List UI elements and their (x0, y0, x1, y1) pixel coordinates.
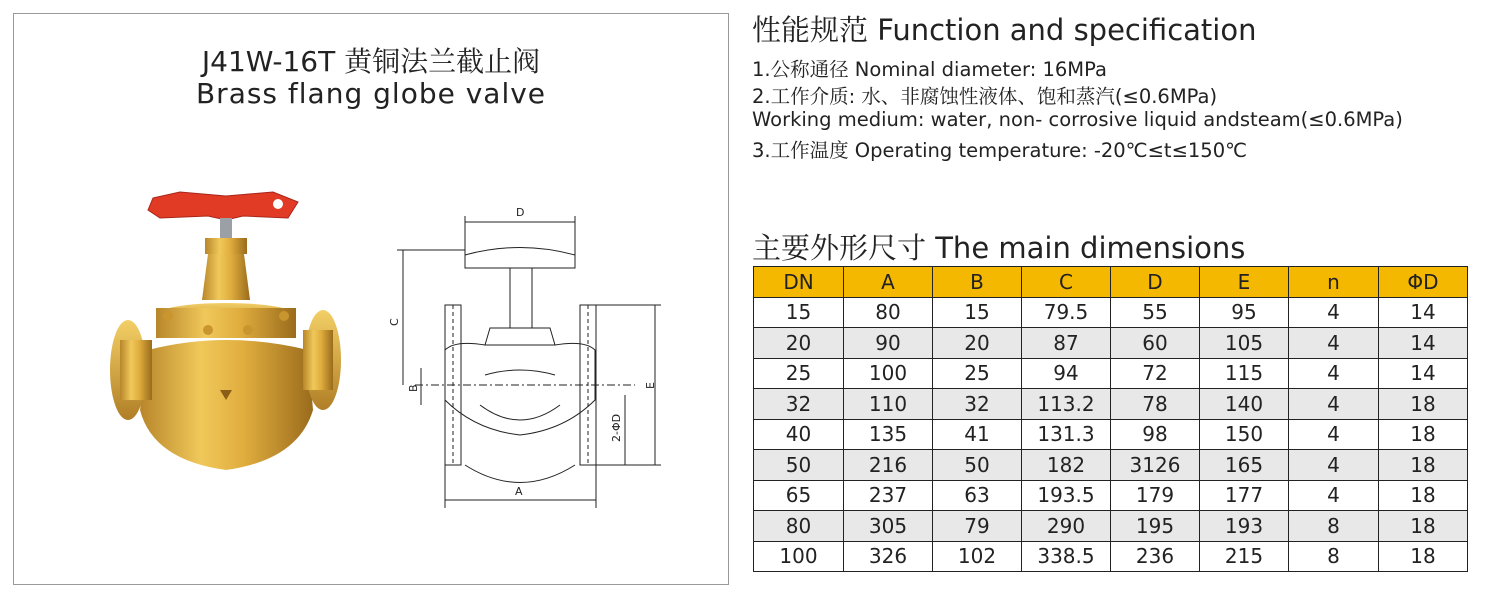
table-cell: 63 (933, 480, 1022, 511)
table-cell: 25 (933, 358, 1022, 389)
table-cell: 4 (1289, 328, 1379, 359)
table-cell: 215 (1200, 541, 1289, 572)
col-header-n: n (1289, 267, 1379, 298)
product-title (13, 46, 729, 110)
table-cell: 165 (1200, 450, 1289, 481)
table-cell: 4 (1289, 419, 1379, 450)
table-cell: 135 (844, 419, 933, 450)
table-cell: 40 (754, 419, 844, 450)
table-cell: 338.5 (1022, 541, 1111, 572)
table-cell: 18 (1379, 450, 1468, 481)
table-cell: 60 (1111, 328, 1200, 359)
col-header-dn: DN (754, 267, 844, 298)
table-cell: 18 (1379, 511, 1468, 542)
table-cell: 100 (844, 358, 933, 389)
col-header-e: E (1200, 267, 1289, 298)
table-row (754, 450, 1468, 481)
table-cell: 195 (1111, 511, 1200, 542)
table-cell: 3126 (1111, 450, 1200, 481)
col-header-c: C (1022, 267, 1111, 298)
table-cell: 65 (754, 480, 844, 511)
table-cell: 79.5 (1022, 297, 1111, 328)
table-cell: 131.3 (1022, 419, 1111, 450)
table-cell: 18 (1379, 419, 1468, 450)
table-cell: 15 (933, 297, 1022, 328)
table-row (754, 358, 1468, 389)
table-cell: 41 (933, 419, 1022, 450)
table-cell: 14 (1379, 328, 1468, 359)
table-cell: 90 (844, 328, 933, 359)
table-cell: 193 (1200, 511, 1289, 542)
table-cell: 79 (933, 511, 1022, 542)
table-cell: 32 (754, 389, 844, 420)
table-cell: 50 (933, 450, 1022, 481)
table-cell: 4 (1289, 297, 1379, 328)
table-row (754, 511, 1468, 542)
product-title-cn: J41W-16T 黄铜法兰截止阀 (201, 45, 541, 78)
spec-line-2: 2.工作介质: 水、非腐蚀性液体、饱和蒸汽(≤0.6MPa) (752, 85, 1218, 108)
table-row (754, 297, 1468, 328)
dim-label-b: B (407, 384, 420, 392)
product-title-en: Brass flang globe valve (195, 77, 547, 110)
table-cell: 20 (933, 328, 1022, 359)
table-row (754, 419, 1468, 450)
spec-line-4: 3.工作温度 Operating temperature: -20℃≤t≤150℃ (752, 139, 1248, 162)
table-cell: 87 (1022, 328, 1111, 359)
table-row (754, 480, 1468, 511)
table-cell: 8 (1289, 541, 1379, 572)
table-cell: 94 (1022, 358, 1111, 389)
table-cell: 15 (754, 297, 844, 328)
spec-line-3: Working medium: water, non- corrosive liquid andsteam(≤0.6MPa) (752, 108, 1403, 131)
table-cell: 95 (1200, 297, 1289, 328)
col-header-a: A (844, 267, 933, 298)
table-cell: 4 (1289, 389, 1379, 420)
table-cell: 216 (844, 450, 933, 481)
dim-label-e: E (644, 382, 657, 389)
table-cell: 110 (844, 389, 933, 420)
table-cell: 115 (1200, 358, 1289, 389)
table-header-row (754, 267, 1468, 298)
col-header-phi-d: ΦD (1379, 267, 1468, 298)
table-cell: 14 (1379, 358, 1468, 389)
table-cell: 326 (844, 541, 933, 572)
table-cell: 237 (844, 480, 933, 511)
spec-heading: 性能规范 Function and specification (752, 13, 1257, 47)
dim-label-d: D (516, 206, 525, 219)
table-cell: 18 (1379, 480, 1468, 511)
dim-label-phi-d: 2-ΦD (610, 413, 623, 442)
valve-drawing (385, 200, 675, 520)
table-cell: 98 (1111, 419, 1200, 450)
valve-photo (108, 190, 348, 500)
table-cell: 305 (844, 511, 933, 542)
table-cell: 20 (754, 328, 844, 359)
table-cell: 55 (1111, 297, 1200, 328)
col-header-b: B (933, 267, 1022, 298)
table-cell: 72 (1111, 358, 1200, 389)
table-cell: 50 (754, 450, 844, 481)
table-cell: 18 (1379, 389, 1468, 420)
table-cell: 290 (1022, 511, 1111, 542)
table-cell: 4 (1289, 480, 1379, 511)
table-cell: 8 (1289, 511, 1379, 542)
table-cell: 80 (844, 297, 933, 328)
col-header-d: D (1111, 267, 1200, 298)
table-row (754, 389, 1468, 420)
table-cell: 80 (754, 511, 844, 542)
table-cell: 193.5 (1022, 480, 1111, 511)
dimensions-table (753, 266, 1468, 572)
dim-label-c: C (388, 318, 401, 326)
dimensions-heading: 主要外形尺寸 The main dimensions (752, 231, 1246, 265)
dim-label-a: A (515, 485, 523, 498)
table-cell: 113.2 (1022, 389, 1111, 420)
table-row (754, 541, 1468, 572)
table-cell: 18 (1379, 541, 1468, 572)
table-cell: 182 (1022, 450, 1111, 481)
table-cell: 150 (1200, 419, 1289, 450)
table-row (754, 328, 1468, 359)
table-cell: 102 (933, 541, 1022, 572)
table-cell: 236 (1111, 541, 1200, 572)
table-cell: 78 (1111, 389, 1200, 420)
table-cell: 140 (1200, 389, 1289, 420)
table-cell: 179 (1111, 480, 1200, 511)
table-cell: 177 (1200, 480, 1289, 511)
spec-line-1: 1.公称通径 Nominal diameter: 16MPa (752, 58, 1107, 81)
table-cell: 105 (1200, 328, 1289, 359)
table-cell: 32 (933, 389, 1022, 420)
table-cell: 4 (1289, 450, 1379, 481)
table-cell: 100 (754, 541, 844, 572)
table-cell: 4 (1289, 358, 1379, 389)
table-cell: 25 (754, 358, 844, 389)
table-cell: 14 (1379, 297, 1468, 328)
